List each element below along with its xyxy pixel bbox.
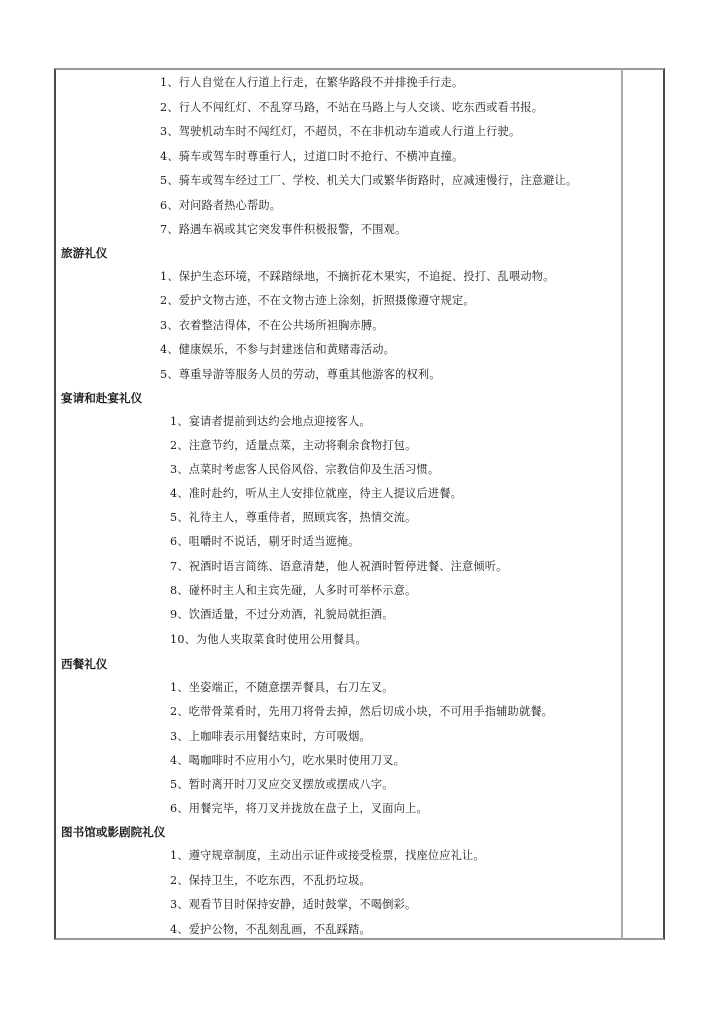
list-item: 10、为他人夹取菜食时使用公用餐具。 bbox=[170, 633, 367, 646]
list-item: 3、衣着整洁得体，不在公共场所袒胸赤膊。 bbox=[160, 319, 384, 332]
list-item: 2、吃带骨菜肴时，先用刀将骨去掉，然后切成小块，不可用手指辅助就餐。 bbox=[170, 705, 554, 718]
list-item: 3、观看节目时保持安静，适时鼓掌，不喝倒彩。 bbox=[170, 898, 417, 911]
list-item: 1、宴请者提前到达约会地点迎接客人。 bbox=[170, 415, 371, 428]
section-heading-banquet: 宴请和赴宴礼仪 bbox=[61, 391, 143, 405]
list-item: 3、驾驶机动车时不闯红灯，不超员，不在非机动车道或人行道上行驶。 bbox=[160, 125, 521, 138]
list-item: 4、爱护公物，不乱刻乱画，不乱踩踏。 bbox=[170, 923, 371, 936]
list-item: 6、咀嚼时不说话，剔牙时适当遮掩。 bbox=[170, 535, 360, 548]
list-item: 1、坐姿端正，不随意摆弄餐具，右刀左叉。 bbox=[170, 681, 394, 694]
list-item: 5、尊重导游等服务人员的劳动，尊重其他游客的权利。 bbox=[160, 368, 441, 381]
list-item: 1、保护生态环境，不踩踏绿地，不摘折花木果实，不追捉、投打、乱喂动物。 bbox=[160, 270, 555, 283]
section-heading-travel: 旅游礼仪 bbox=[61, 246, 108, 260]
list-item: 4、骑车或驾车时尊重行人，过道口时不抢行、不横冲直撞。 bbox=[160, 150, 464, 163]
section-heading-western-dining: 西餐礼仪 bbox=[61, 657, 108, 671]
list-item: 7、路遇车祸或其它突发事件积极报警，不围观。 bbox=[160, 223, 407, 236]
list-item: 2、保持卫生，不吃东西，不乱扔垃圾。 bbox=[170, 874, 371, 887]
list-item: 4、喝咖啡时不应用小勺，吃水果时使用刀叉。 bbox=[170, 754, 406, 767]
list-item: 3、点菜时考虑客人民俗风俗、宗教信仰及生活习惯。 bbox=[170, 463, 440, 476]
section-heading-library-theater: 图书馆或影剧院礼仪 bbox=[61, 825, 166, 839]
list-item: 8、碰杯时主人和主宾先碰，人多时可举杯示意。 bbox=[170, 584, 417, 597]
list-item: 1、行人自觉在人行道上行走，在繁华路段不并排挽手行走。 bbox=[160, 76, 464, 89]
list-item: 3、上咖啡表示用餐结束时，方可吸烟。 bbox=[170, 730, 371, 743]
list-item: 6、对问路者热心帮助。 bbox=[160, 199, 282, 212]
list-item: 5、礼待主人，尊重侍者，照顾宾客，热情交流。 bbox=[170, 511, 417, 524]
list-item: 4、健康娱乐，不参与封建迷信和黄赌毒活动。 bbox=[160, 343, 396, 356]
list-item: 5、暂时离开时刀叉应交叉摆放或摆成八字。 bbox=[170, 778, 394, 791]
list-item: 2、注意节约，适量点菜，主动将剩余食物打包。 bbox=[170, 439, 417, 452]
list-item: 1、遵守规章制度，主动出示证件或接受检票，找座位应礼让。 bbox=[170, 849, 485, 862]
list-item: 4、准时赴约，听从主人安排位就座，待主人提议后进餐。 bbox=[170, 487, 463, 500]
list-item: 5、骑车或驾车经过工厂、学校、机关大门或繁华街路时，应减速慢行，注意避让。 bbox=[160, 174, 578, 187]
table-column-divider bbox=[621, 68, 623, 940]
list-item: 6、用餐完毕，将刀叉并拢放在盘子上，叉面向上。 bbox=[170, 802, 428, 815]
list-item: 9、饮酒适量，不过分劝酒，礼貌局就拒酒。 bbox=[170, 608, 394, 621]
list-item: 7、祝酒时语言简练、语意清楚，他人祝酒时暂停进餐、注意倾听。 bbox=[170, 560, 508, 573]
list-item: 2、行人不闯红灯、不乱穿马路，不站在马路上与人交谈、吃东西或看书报。 bbox=[160, 101, 544, 114]
list-item: 2、爱护文物古迹，不在文物古迹上涂刻，折照摄像遵守规定。 bbox=[160, 294, 475, 307]
